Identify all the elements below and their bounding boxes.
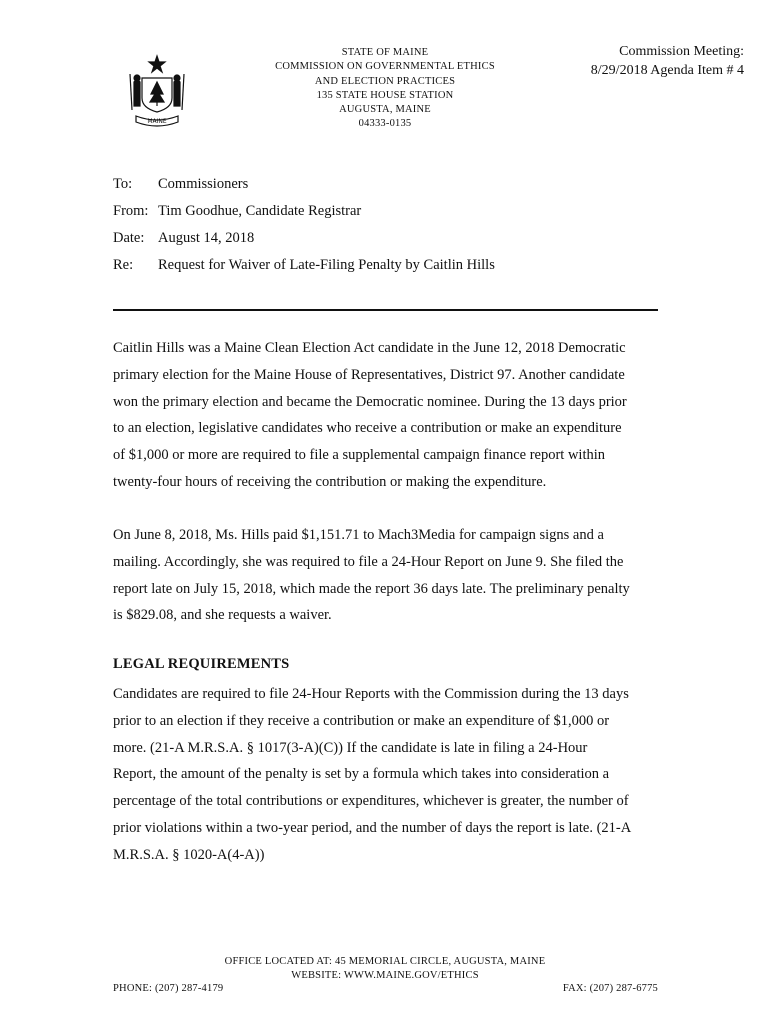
memo-date-label: Date: <box>113 230 145 246</box>
header-divider <box>113 309 658 311</box>
masthead-line: 135 STATE HOUSE STATION <box>316 89 454 101</box>
paragraph-candidate-background <box>113 335 661 496</box>
paragraph-line: prior violations within a two-year period, and the number of days the report is late. (21-A <box>113 819 632 836</box>
paragraph-line: Caitlin Hills was a Maine Clean Election Act candidate in the June 12, 2018 Democratic <box>113 340 626 356</box>
masthead-line: COMMISSION ON GOVERNMENTAL ETHICS <box>275 61 495 73</box>
memo-date-value: August 14, 2018 <box>158 230 255 246</box>
paragraph-line: to an election, legislative candidates who receive a contribution or make an expenditure <box>113 420 622 437</box>
svg-text:MAINE: MAINE <box>147 118 167 125</box>
memo-re-label: Re: <box>113 257 134 273</box>
paragraph-line: report late on July 15, 2018, which made the report 36 days late. The preliminary penalty <box>113 580 630 597</box>
footer-fax: FAX: (207) 287-6775 <box>562 983 658 994</box>
paragraph-line: Candidates are required to file 24-Hour Reports with the Commission during the 13 days <box>113 686 629 702</box>
paragraph-legal-requirements <box>113 681 661 869</box>
masthead-line: 04333-0135 <box>358 118 412 130</box>
paragraph-line: Report, the amount of the penalty is set by a formula which takes into consideration a <box>113 766 610 783</box>
memo-to-label: To: <box>113 176 133 192</box>
paragraph-line: prior to an election if they receive a contribution or make an expenditure of $1,000 or <box>113 712 610 729</box>
masthead-line: AND ELECTION PRACTICES <box>314 75 456 87</box>
paragraph-line: more. (21-A M.R.S.A. § 1017(3-A)(C)) If the candidate is late in filing a 24-Hour <box>113 739 588 756</box>
paragraph-line: won the primary election and became the Democratic nominee. During the 13 days prior <box>113 393 627 410</box>
section-heading: LEGAL REQUIREMENTS <box>113 656 290 672</box>
memo-header <box>113 175 495 283</box>
memo-from-label: From: <box>113 203 149 219</box>
agenda-line: Commission Meeting: <box>619 44 744 59</box>
paragraph-line: of $1,000 or more are required to file a supplemental campaign finance report within <box>113 447 606 464</box>
memo-date-row <box>113 229 495 256</box>
memo-from-value: Tim Goodhue, Candidate Registrar <box>158 203 362 219</box>
footer-website: WEBSITE: WWW.MAINE.GOV/ETHICS <box>291 970 479 981</box>
masthead-line: AUGUSTA, MAINE <box>339 104 431 116</box>
paragraph-line: primary election for the Maine House of Representatives, District 97. Another candidate <box>113 366 625 383</box>
agency-masthead <box>250 46 520 132</box>
paragraph-line: twenty-four hours of receiving the contribution or making the expenditure. <box>113 473 547 490</box>
footer-address <box>185 955 585 983</box>
agenda-line: 8/29/2018 Agenda Item # 4 <box>590 63 744 78</box>
memo-re-value: Request for Waiver of Late-Filing Penalty by Caitlin Hills <box>158 257 495 273</box>
paragraph-line: On June 8, 2018, Ms. Hills paid $1,151.71 to Mach3Media for campaign signs and a <box>113 527 604 543</box>
memo-re-row <box>113 256 495 283</box>
maine-state-seal-icon <box>124 54 190 130</box>
memo-to-value: Commissioners <box>158 176 249 192</box>
paragraph-late-report <box>113 522 661 629</box>
masthead-line: STATE OF MAINE <box>341 47 429 58</box>
paragraph-line: is $829.08, and she requests a waiver. <box>113 607 332 624</box>
memo-from-row <box>113 202 495 229</box>
footer-office: OFFICE LOCATED AT: 45 MEMORIAL CIRCLE, AUGUSTA, MAINE <box>224 956 546 967</box>
paragraph-line: percentage of the total contributions or expenditures, whichever is greater, the number of <box>113 793 629 810</box>
footer-phone: PHONE: (207) 287-4179 <box>113 983 224 994</box>
agenda-item <box>540 42 744 80</box>
paragraph-line: M.R.S.A. § 1020-A(4-A)) <box>113 846 265 863</box>
paragraph-line: mailing. Accordingly, she was required to file a 24-Hour Report on June 9. She filed the <box>113 553 624 570</box>
memo-to-row <box>113 175 495 202</box>
